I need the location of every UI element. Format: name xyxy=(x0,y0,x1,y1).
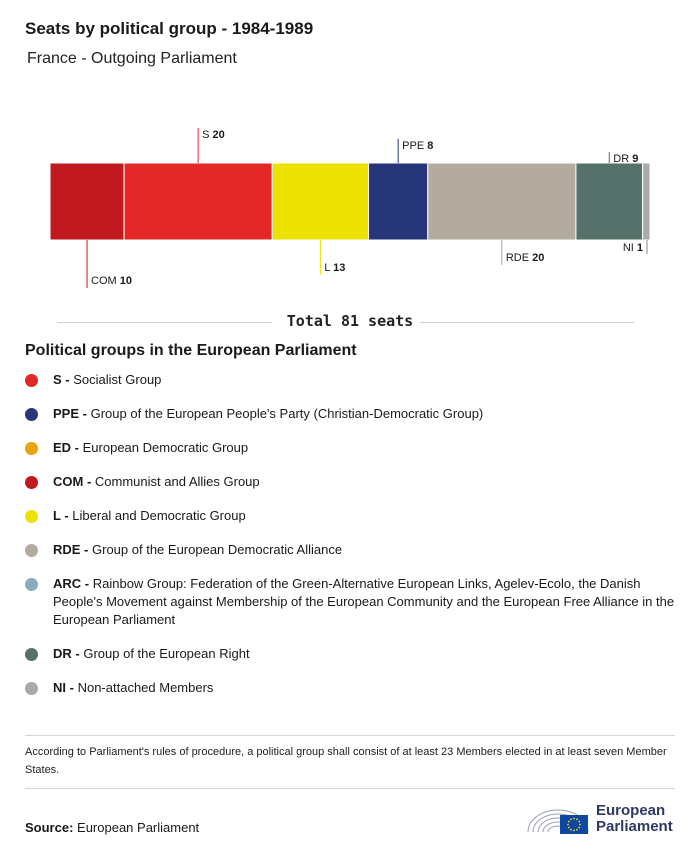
data-label-ppe: PPE 8 xyxy=(402,140,434,152)
legend-abbr: DR - xyxy=(53,646,80,661)
source-line xyxy=(25,820,199,835)
legend-dot-icon xyxy=(25,648,38,661)
bar-segment-s xyxy=(124,163,272,240)
legend-text: Group of the European Democratic Alliance xyxy=(92,542,343,557)
source-label: Source: xyxy=(25,820,74,835)
logo-line-2: Parliament xyxy=(596,818,673,835)
legend-abbr: S - xyxy=(53,372,70,387)
legend-abbr: ARC - xyxy=(53,576,90,591)
legend-dot-icon xyxy=(25,544,38,557)
legend-item xyxy=(25,679,680,697)
legend-item xyxy=(25,371,680,389)
star-icon xyxy=(576,818,578,820)
footnote: According to Parliament's rules of procedure, a political group shall consist of at least 23 Members elected in at least seven Member States. xyxy=(25,746,667,776)
divider-bottom xyxy=(25,788,675,789)
bar-segment-dr xyxy=(576,163,643,240)
star-icon xyxy=(567,824,569,826)
legend-dot-icon xyxy=(25,442,38,455)
source-text: European Parliament xyxy=(77,820,200,835)
chart-subtitle: France - Outgoing Parliament xyxy=(27,50,237,67)
chart-title: Seats by political group - 1984-1989 xyxy=(25,19,314,38)
legend-abbr: RDE - xyxy=(53,542,89,557)
star-icon xyxy=(570,829,572,831)
star-icon xyxy=(579,824,581,826)
european-parliament-logo xyxy=(524,798,680,838)
star-icon xyxy=(578,827,580,829)
legend-abbr: COM - xyxy=(53,474,92,489)
legend-item xyxy=(25,507,680,525)
legend-dot-icon xyxy=(25,510,38,523)
legend-item xyxy=(25,405,680,423)
hemicycle-icon xyxy=(524,798,592,838)
legend-text: Communist and Allies Group xyxy=(94,474,260,489)
star-icon xyxy=(576,829,578,831)
legend-text: Liberal and Democratic Group xyxy=(72,508,246,523)
legend-title: Political groups in the European Parliament xyxy=(25,342,357,359)
divider-top xyxy=(25,735,675,736)
data-label-s: S 20 xyxy=(202,129,225,141)
bar-segment-ppe xyxy=(369,163,428,240)
legend-text: Rainbow Group: Federation of the Green-Alternative European Links, Agelev-Ecolo, the Danish People's Movement against Membership of the European Community and the European Free Alliance in the European Parliament xyxy=(53,576,675,627)
data-label-com: COM 10 xyxy=(91,275,133,287)
legend-dot-icon xyxy=(25,408,38,421)
total-seats-label: Total 81 seats xyxy=(286,312,414,330)
stacked-bar-chart xyxy=(0,120,700,295)
legend-abbr: NI - xyxy=(53,680,74,695)
legend-list xyxy=(25,371,680,713)
legend-item xyxy=(25,645,680,663)
legend-text: European Democratic Group xyxy=(82,440,249,455)
legend-dot-icon xyxy=(25,682,38,695)
star-icon xyxy=(568,821,570,823)
legend-text: Non-attached Members xyxy=(77,680,214,695)
legend-text: Group of the European People's Party (Christian-Democratic Group) xyxy=(90,406,484,421)
legend-text: Socialist Group xyxy=(73,372,162,387)
legend-dot-icon xyxy=(25,578,38,591)
star-icon xyxy=(573,818,575,820)
legend-item xyxy=(25,541,680,559)
legend-abbr: PPE - xyxy=(53,406,87,421)
legend-item xyxy=(25,439,680,457)
legend-item xyxy=(25,575,680,629)
star-icon xyxy=(573,830,575,832)
star-icon xyxy=(568,827,570,829)
legend-abbr: ED - xyxy=(53,440,79,455)
legend-dot-icon xyxy=(25,374,38,387)
legend-dot-icon xyxy=(25,476,38,489)
legend-item xyxy=(25,473,680,491)
bar-segment-l xyxy=(272,163,368,240)
data-label-ni: NI 1 xyxy=(622,242,643,254)
data-label-rde: RDE 20 xyxy=(505,252,545,264)
star-icon xyxy=(578,821,580,823)
bar-segment-com xyxy=(50,163,124,240)
legend-text: Group of the European Right xyxy=(83,646,250,661)
bar-segment-rde xyxy=(428,163,576,240)
logo-text xyxy=(596,803,673,835)
data-label-l: L 13 xyxy=(324,262,346,274)
star-icon xyxy=(570,818,572,820)
bar-segment-ni xyxy=(643,163,650,240)
logo-line-1: European xyxy=(596,802,666,819)
data-label-dr: DR 9 xyxy=(613,153,639,165)
legend-abbr: L - xyxy=(53,508,69,523)
